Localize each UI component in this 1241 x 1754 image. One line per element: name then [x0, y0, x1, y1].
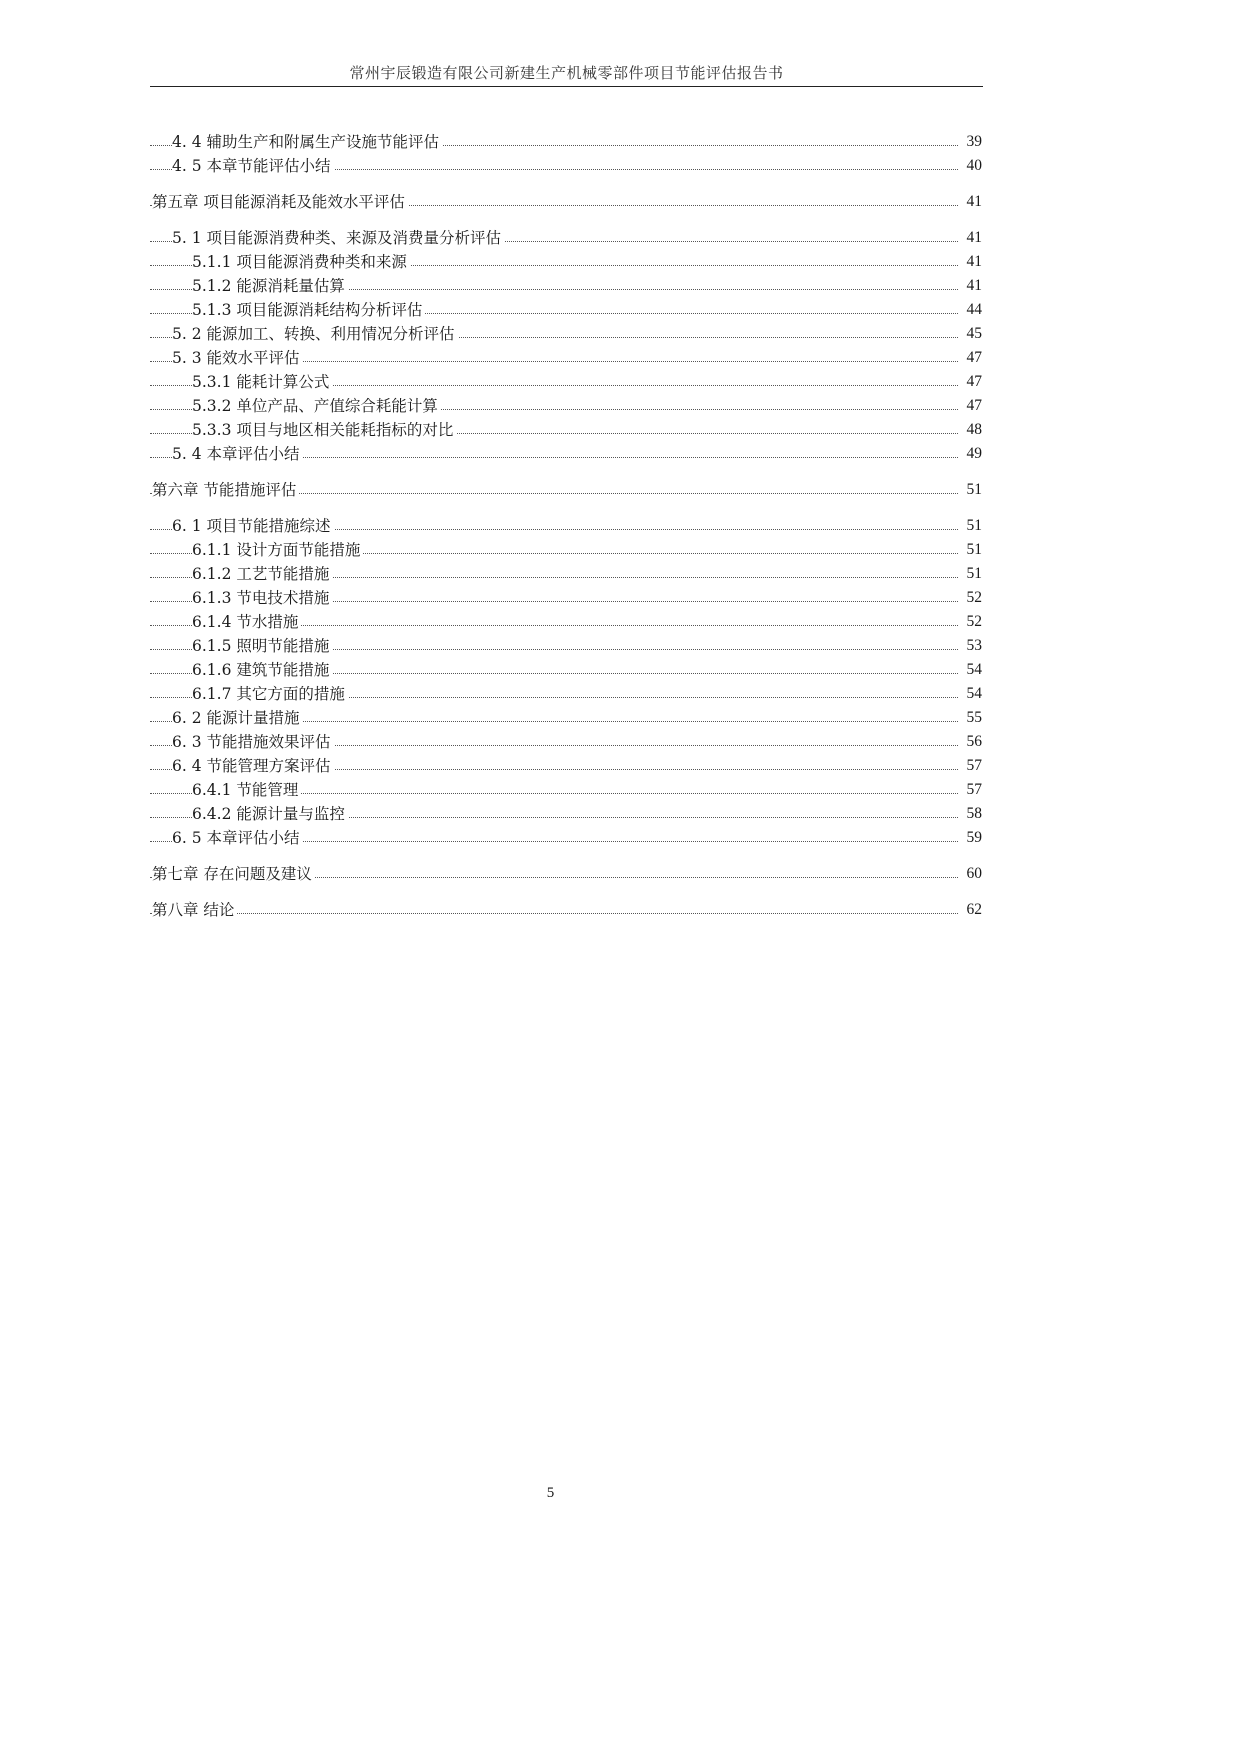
- toc-entry-page: 57: [965, 778, 983, 802]
- toc-entry-label: 6.1.7 其它方面的措施: [192, 682, 348, 706]
- toc-entry-page: 54: [965, 658, 983, 682]
- page-number: 5: [546, 1485, 555, 1501]
- toc-entry-label: 6.1.3 节电技术措施: [192, 586, 332, 610]
- toc-subentry[interactable]: [150, 586, 982, 610]
- toc-entry-page: 55: [965, 706, 983, 730]
- toc-subentry[interactable]: [150, 658, 982, 682]
- toc-entry-label: 5.1.1 项目能源消费种类和来源: [192, 250, 410, 274]
- table-of-contents: [150, 130, 982, 922]
- toc-entry-label: 6. 4 节能管理方案评估: [172, 754, 334, 778]
- toc-entry-label: 6.4.1 节能管理: [192, 778, 301, 802]
- toc-entry-label: 4. 4 辅助生产和附属生产设施节能评估: [172, 130, 442, 154]
- toc-entry-label: 4. 5 本章节能评估小结: [172, 154, 334, 178]
- toc-entry-page: 58: [965, 802, 983, 826]
- toc-entry-label: 第七章 存在问题及建议: [152, 862, 315, 886]
- toc-subentry[interactable]: [150, 802, 982, 826]
- toc-subentry[interactable]: [150, 778, 982, 802]
- toc-entry-page: 47: [965, 370, 983, 394]
- toc-entry[interactable]: [150, 154, 982, 178]
- toc-entry-label: 5.3.3 项目与地区相关能耗指标的对比: [192, 418, 456, 442]
- toc-entry-page: 49: [965, 442, 983, 466]
- toc-chapter-entry[interactable]: [150, 190, 982, 214]
- toc-entry-page: 53: [965, 634, 983, 658]
- toc-leader-dots: [150, 913, 958, 914]
- toc-entry-page: 41: [965, 226, 983, 250]
- toc-entry-label: 5.3.1 能耗计算公式: [192, 370, 332, 394]
- toc-entry-page: 45: [965, 322, 983, 346]
- toc-entry-page: 39: [965, 130, 983, 154]
- toc-entry-label: 6.1.5 照明节能措施: [192, 634, 332, 658]
- toc-subentry[interactable]: [150, 682, 982, 706]
- toc-entry-label: 5. 3 能效水平评估: [172, 346, 303, 370]
- toc-subentry[interactable]: [150, 610, 982, 634]
- toc-entry[interactable]: [150, 346, 982, 370]
- toc-subentry[interactable]: [150, 394, 982, 418]
- toc-entry-page: 47: [965, 346, 983, 370]
- toc-entry-page: 52: [965, 610, 983, 634]
- header-divider: [150, 86, 983, 87]
- toc-entry[interactable]: [150, 514, 982, 538]
- toc-entry-label: 5. 4 本章评估小结: [172, 442, 303, 466]
- toc-entry-page: 51: [965, 562, 983, 586]
- toc-entry-label: 6.1.4 节水措施: [192, 610, 301, 634]
- toc-entry-label: 6. 3 节能措施效果评估: [172, 730, 334, 754]
- toc-entry-label: 第六章 节能措施评估: [152, 478, 299, 502]
- toc-entry-label: 第八章 结论: [152, 898, 237, 922]
- page-header-title: 常州宇辰锻造有限公司新建生产机械零部件项目节能评估报告书: [349, 64, 784, 82]
- toc-subentry[interactable]: [150, 298, 982, 322]
- toc-entry-page: 60: [965, 862, 983, 886]
- toc-entry-page: 41: [965, 274, 983, 298]
- toc-entry-page: 57: [965, 754, 983, 778]
- toc-subentry[interactable]: [150, 562, 982, 586]
- toc-subentry[interactable]: [150, 634, 982, 658]
- toc-subentry[interactable]: [150, 250, 982, 274]
- toc-entry-page: 51: [965, 514, 983, 538]
- toc-entry-label: 6.4.2 能源计量与监控: [192, 802, 348, 826]
- toc-entry-page: 41: [965, 190, 983, 214]
- toc-entry-label: 6.1.6 建筑节能措施: [192, 658, 332, 682]
- toc-entry-label: 5.1.3 项目能源消耗结构分析评估: [192, 298, 425, 322]
- toc-entry[interactable]: [150, 322, 982, 346]
- toc-entry-label: 6.1.1 设计方面节能措施: [192, 538, 363, 562]
- toc-entry-page: 59: [965, 826, 983, 850]
- toc-entry[interactable]: [150, 706, 982, 730]
- toc-entry[interactable]: [150, 754, 982, 778]
- toc-entry[interactable]: [150, 226, 982, 250]
- toc-subentry[interactable]: [150, 370, 982, 394]
- toc-entry-page: 47: [965, 394, 983, 418]
- toc-entry-label: 6. 5 本章评估小结: [172, 826, 303, 850]
- toc-entry[interactable]: [150, 826, 982, 850]
- toc-entry-label: 5. 2 能源加工、转换、利用情况分析评估: [172, 322, 458, 346]
- toc-subentry[interactable]: [150, 418, 982, 442]
- toc-subentry[interactable]: [150, 538, 982, 562]
- toc-entry-page: 51: [965, 478, 983, 502]
- toc-entry-page: 48: [965, 418, 983, 442]
- toc-entry-label: 5.1.2 能源消耗量估算: [192, 274, 348, 298]
- toc-chapter-entry[interactable]: [150, 862, 982, 886]
- toc-subentry[interactable]: [150, 274, 982, 298]
- toc-entry-label: 6. 2 能源计量措施: [172, 706, 303, 730]
- toc-entry[interactable]: [150, 130, 982, 154]
- toc-chapter-entry[interactable]: [150, 898, 982, 922]
- toc-entry-label: 5. 1 项目能源消费种类、来源及消费量分析评估: [172, 226, 504, 250]
- toc-entry-page: 52: [965, 586, 983, 610]
- toc-entry[interactable]: [150, 442, 982, 466]
- toc-chapter-entry[interactable]: [150, 478, 982, 502]
- toc-entry-page: 40: [965, 154, 983, 178]
- toc-entry-label: 6.1.2 工艺节能措施: [192, 562, 332, 586]
- toc-entry-page: 44: [965, 298, 983, 322]
- toc-entry-label: 6. 1 项目节能措施综述: [172, 514, 334, 538]
- toc-entry-page: 54: [965, 682, 983, 706]
- toc-entry-page: 62: [965, 898, 983, 922]
- toc-entry-label: 5.3.2 单位产品、产值综合耗能计算: [192, 394, 441, 418]
- toc-entry-page: 41: [965, 250, 983, 274]
- toc-entry[interactable]: [150, 730, 982, 754]
- toc-entry-page: 51: [965, 538, 983, 562]
- toc-entry-label: 第五章 项目能源消耗及能效水平评估: [152, 190, 408, 214]
- toc-entry-page: 56: [965, 730, 983, 754]
